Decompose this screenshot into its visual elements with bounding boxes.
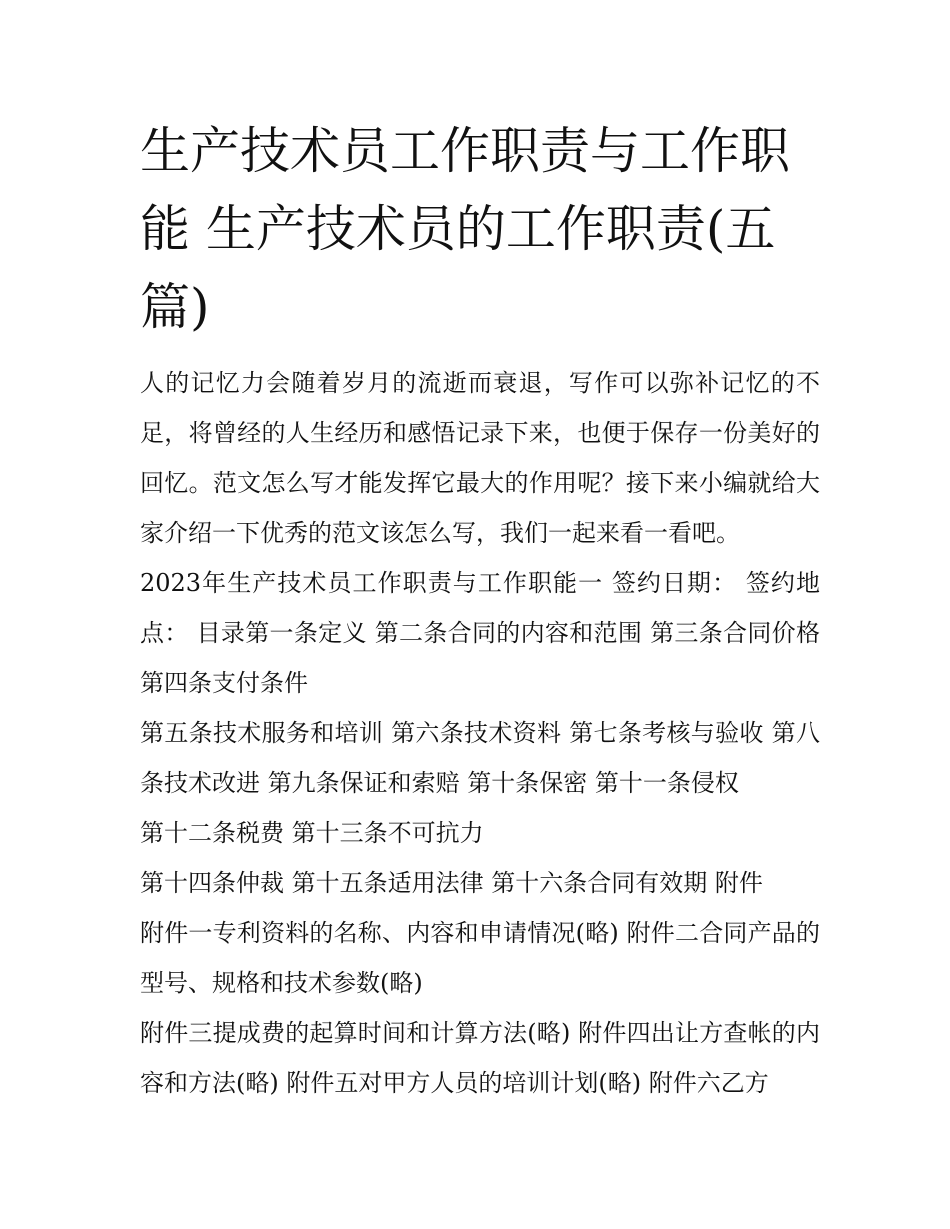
appendix-paragraph: 附件一专利资料的名称、内容和申请情况(略) 附件二合同产品的型号、规格和技术参数(略) [140,919,820,997]
appendix-paragraph: 附件三提成费的起算时间和计算方法(略) 附件四出让方查帐的内容和方法(略) 附件五对甲方人员的培训计划(略) 附件六乙方 [140,1019,820,1097]
contract-paragraph: 第五条技术服务和培训 第六条技术资料 第七条考核与验收 第八条技术改进 第九条保证和索赔 第十条保密 第十一条侵权 [140,719,820,797]
intro-paragraph: 人的记忆力会随着岁月的流逝而衰退，写作可以弥补记忆的不足，将曾经的人生经历和感悟记录下来，也便于保存一份美好的回忆。范文怎么写才能发挥它最大的作用呢？接下来小编就给大家介绍一下优秀的范文该怎么写，我们一起来看一看吧。 [140,369,820,547]
contract-paragraph: 第十二条税费 第十三条不可抗力 [140,819,484,847]
contract-paragraph: 第十四条仲裁 第十五条适用法律 第十六条合同有效期 附件 [140,869,763,897]
document-page [140,112,820,1108]
document-title: 生产技术员工作职责与工作职能 生产技术员的工作职责(五篇) [140,122,790,336]
contract-paragraph: 2023年生产技术员工作职责与工作职能一 签约日期： 签约地点： 目录第一条定义 第二条合同的内容和范围 第三条合同价格 第四条支付条件 [140,569,820,697]
